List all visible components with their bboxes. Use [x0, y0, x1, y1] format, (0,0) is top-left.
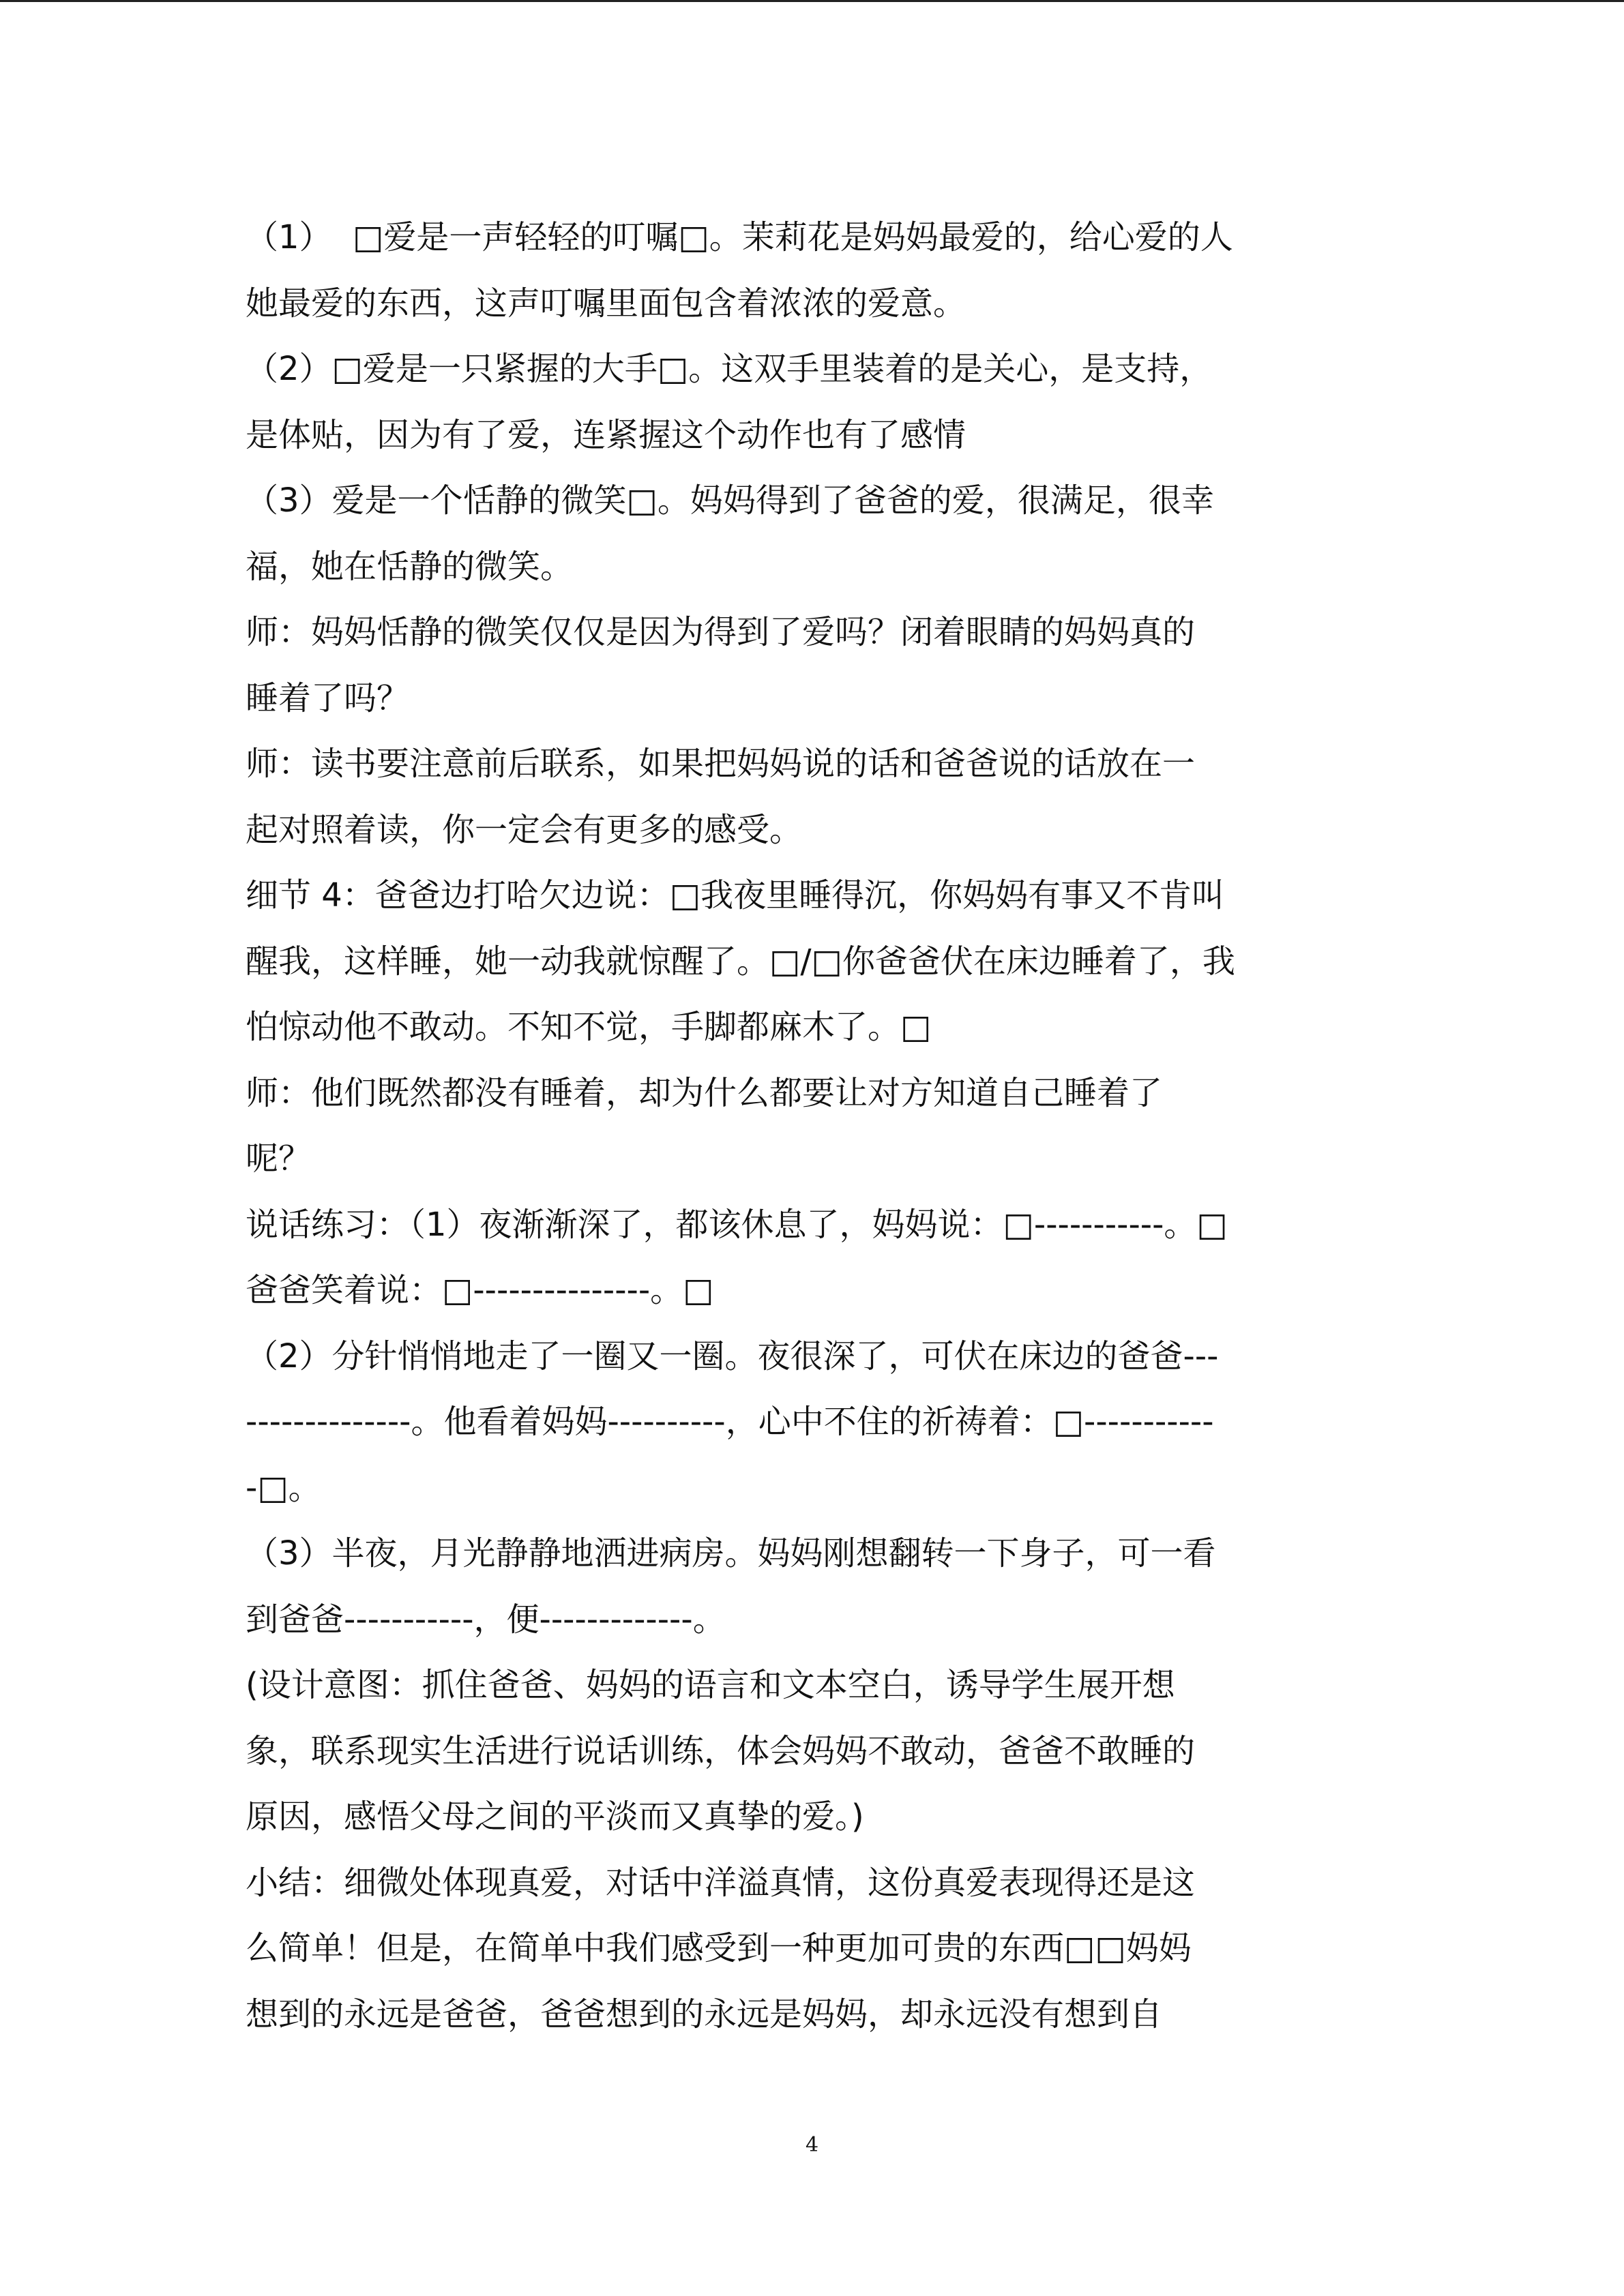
text-line: 睡着了吗？: [246, 679, 410, 717]
text-line: 福，她在恬静的微笑。: [246, 547, 574, 586]
text-line: -□。: [246, 1468, 321, 1507]
text-line: 醒我，这样睡，她一动我就惊醒了。□/□你爸爸伏在床边睡着了，我: [246, 942, 1235, 981]
text-line: 爸爸笑着说：□---------------。□: [246, 1271, 714, 1309]
text-line: --------------。他看着妈妈----------，心中不住的祈祷着：□-----------: [246, 1403, 1214, 1441]
text-line: 是体贴，因为有了爱，连紧握这个动作也有了感情: [246, 415, 966, 454]
text-line: （2）□爱是一只紧握的大手□。这双手里装着的是关心，是支持，: [246, 350, 1213, 388]
text-line: 起对照着读，你一定会有更多的感受。: [246, 810, 803, 849]
text-line: 说话练习：（1）夜渐渐深了，都该休息了，妈妈说：□-----------。□: [246, 1205, 1228, 1244]
text-line: 细节 4：爸爸边打哈欠边说：□我夜里睡得沉，你妈妈有事又不肯叫: [246, 876, 1225, 914]
top-border-line: [0, 0, 1624, 2]
text-line: （3）半夜，月光静静地洒进病房。妈妈刚想翻转一下身子，可一看: [246, 1534, 1216, 1572]
page-number: 4: [805, 2133, 819, 2157]
text-line: 想到的永远是爸爸，爸爸想到的永远是妈妈，却永远没有想到自: [246, 1995, 1163, 2033]
text-line: 小结：细微处体现真爱，对话中洋溢真情，这份真爱表现得还是这: [246, 1863, 1196, 1902]
text-line: （2）分针悄悄地走了一圈又一圈。夜很深了，可伏在床边的爸爸---: [246, 1337, 1219, 1375]
text-line: 到爸爸-----------，便-------------。: [246, 1600, 726, 1639]
text-line: 呢？: [246, 1139, 312, 1178]
text-line: 怕惊动他不敢动。不知不觉，手脚都麻木了。□: [246, 1008, 932, 1046]
text-line: 师：读书要注意前后联系，如果把妈妈说的话和爸爸说的话放在一: [246, 745, 1196, 783]
body-text: [246, 205, 1391, 2047]
text-line: 象，联系现实生活进行说话训练，体会妈妈不敢动，爸爸不敢睡的: [246, 1731, 1196, 1770]
text-line: 她最爱的东西，这声叮嘱里面包含着浓浓的爱意。: [246, 284, 966, 323]
text-line: 师：他们既然都没有睡着，却为什么都要让对方知道自己睡着了: [246, 1073, 1163, 1112]
text-line: 原因，感悟父母之间的平淡而又真挚的爱。): [246, 1798, 864, 1836]
text-line: 么简单！但是，在简单中我们感受到一种更加可贵的东西□□妈妈: [246, 1929, 1192, 1967]
text-line: （1） □爱是一声轻轻的叮嘱□。茉莉花是妈妈最爱的，给心爱的人: [246, 218, 1233, 256]
text-line: (设计意图：抓住爸爸、妈妈的语言和文本空白，诱导学生展开想: [246, 1666, 1175, 1704]
text-line: （3）爱是一个恬静的微笑□。妈妈得到了爸爸的爱，很满足，很幸: [246, 481, 1214, 520]
text-line: 师：妈妈恬静的微笑仅仅是因为得到了爱吗？闭着眼睛的妈妈真的: [246, 613, 1196, 651]
